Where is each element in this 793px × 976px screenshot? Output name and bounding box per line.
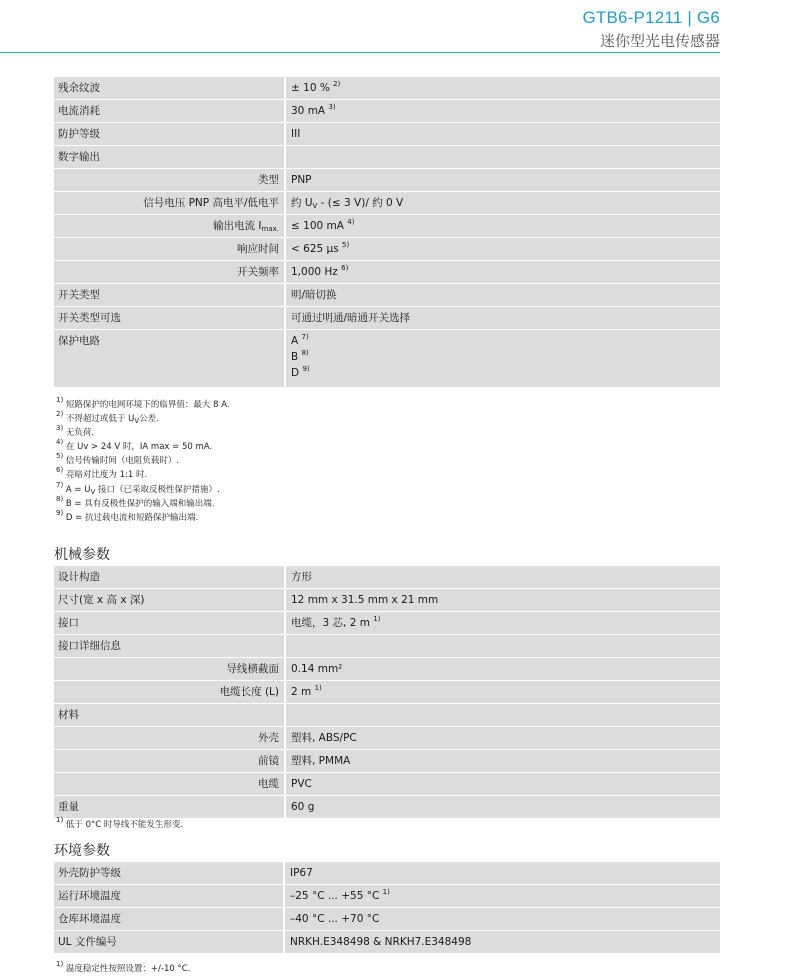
footnote: $^{8)}$ B = 具有反极性保护的输入端和输出端. (56, 494, 215, 509)
spec-value: ± 10 % $^{2)}$ (286, 77, 720, 100)
spec-sublabel: 信号电压 PNP 高电平/低电平 (54, 192, 286, 215)
header-divider (0, 52, 720, 53)
spec-value: –25 °C ... +55 °C $^{1)}$ (285, 885, 720, 908)
section-title-mechanical: 机械参数 (54, 547, 110, 563)
spec-value: PVC (286, 773, 720, 796)
spec-value (286, 635, 720, 658)
spec-value: < 625 µs $^{5)}$ (286, 238, 720, 261)
table-row (54, 77, 720, 100)
spec-label: UL 文件编号 (54, 931, 285, 954)
table-row (54, 192, 720, 215)
spec-value: 60 g (286, 796, 720, 819)
spec-label: 接口 (54, 612, 286, 635)
spec-label: 重量 (54, 796, 286, 819)
spec-label: 开关类型可选 (54, 307, 286, 330)
product-title: GTB6-P1211 | G6 (582, 8, 720, 27)
table-row (54, 773, 720, 796)
spec-label: 运行环境温度 (54, 885, 285, 908)
spec-value: 0.14 mm² (286, 658, 720, 681)
table-row (54, 681, 720, 704)
spec-sublabel: 电缆长度 (L) (54, 681, 286, 704)
spec-sublabel: 开关频率 (54, 261, 286, 284)
spec-value: 2 m $^{1)}$ (286, 681, 720, 704)
spec-label: 开关类型 (54, 284, 286, 307)
spec-value: III (286, 123, 720, 146)
spec-value (286, 704, 720, 727)
section-title-environment: 环境参数 (54, 843, 110, 859)
footnote: $^{9)}$ D = 抗过载电流和短路保护输出端. (56, 508, 199, 523)
footnote: $^{5)}$ 信号传输时间（电阻负载时）. (56, 452, 180, 467)
table-row (54, 100, 720, 123)
footnote: $^{7)}$ $A = U_V$ 接口（已采取反极性保护措施）. (56, 480, 220, 496)
spec-sublabel: 外壳 (54, 727, 286, 750)
table-row (54, 658, 720, 681)
spec-value: PNP (286, 169, 720, 192)
spec-value (286, 146, 720, 169)
spec-label: 材料 (54, 704, 286, 727)
list-item: A $^{7)}$ (291, 333, 309, 347)
table-row (54, 862, 720, 885)
spec-label: 保护电路 (54, 330, 286, 388)
table-row (54, 704, 720, 727)
electrical-spec-table (54, 77, 720, 388)
spec-value: 塑料, ABS/PC (286, 727, 720, 750)
environment-footnote: $^{1)}$ 温度稳定性按照设置：+/-10 °C. (56, 960, 191, 974)
spec-value: 方形 (286, 566, 720, 589)
mechanical-footnote: $^{1)}$ 低于 0°C 时导线不能发生形变. (56, 816, 184, 830)
electrical-footnotes (56, 398, 230, 525)
footnote: $^{3)}$ 无负荷. (56, 424, 95, 439)
table-row (54, 750, 720, 773)
spec-value-list (286, 330, 720, 388)
spec-label: 防护等级 (54, 123, 286, 146)
mechanical-spec-table (54, 566, 720, 819)
spec-value: 可通过明通/暗通开关选择 (286, 307, 720, 330)
table-row (54, 123, 720, 146)
spec-label: 数字输出 (54, 146, 286, 169)
table-row (54, 261, 720, 284)
footnote: $^{2)}$ 不得超过或低于 $U_V$公差. (56, 410, 159, 426)
spec-label: 尺寸(宽 x 高 x 深) (54, 589, 286, 612)
table-row (54, 566, 720, 589)
table-row (54, 215, 720, 238)
table-row (54, 612, 720, 635)
spec-sublabel: 类型 (54, 169, 286, 192)
spec-sublabel: 输出电流 $I_{max.}$ (54, 215, 286, 238)
table-row (54, 330, 720, 388)
footnote: $^{1)}$ 短路保护的电网环境下的临界值：最大 8 A. (56, 396, 230, 410)
spec-value: 电缆，3 芯, 2 m $^{1)}$ (286, 612, 720, 635)
table-row (54, 727, 720, 750)
spec-label: 仓库环境温度 (54, 908, 285, 931)
table-row (54, 238, 720, 261)
table-row (54, 635, 720, 658)
product-subtitle: 迷你型光电传感器 (599, 32, 720, 50)
footnote: $^{4)}$ 在 Uv > 24 V 时，IA max = 50 mA. (56, 438, 213, 453)
spec-value: 约 $U_V$ - (≤ 3 V)/ 约 0 V (286, 192, 720, 215)
spec-value: –40 °C ... +70 °C (285, 908, 720, 931)
spec-sublabel: 电缆 (54, 773, 286, 796)
spec-label: 残余纹波 (54, 77, 286, 100)
spec-label: 外壳防护等级 (54, 862, 285, 885)
spec-value: ≤ 100 mA $^{4)}$ (286, 215, 720, 238)
spec-sublabel: 导线横截面 (54, 658, 286, 681)
spec-value: 1,000 Hz $^{6)}$ (286, 261, 720, 284)
table-row (54, 284, 720, 307)
table-row (54, 589, 720, 612)
table-row (54, 796, 720, 819)
spec-value: 塑料, PMMA (286, 750, 720, 773)
spec-value: 30 mA $^{3)}$ (286, 100, 720, 123)
spec-value: 明/暗切换 (286, 284, 720, 307)
table-row (54, 931, 720, 954)
table-row (54, 908, 720, 931)
list-item: D $^{9)}$ (291, 365, 310, 379)
spec-value: NRKH.E348498 & NRKH7.E348498 (285, 931, 720, 954)
table-row (54, 169, 720, 192)
footnote: $^{6)}$ 亮暗对比度为 1:1 时. (56, 466, 148, 481)
table-row (54, 307, 720, 330)
spec-label: 设计构造 (54, 566, 286, 589)
spec-value: IP67 (285, 862, 720, 885)
spec-label: 电流消耗 (54, 100, 286, 123)
environment-spec-table (54, 862, 720, 954)
spec-value: 12 mm x 31.5 mm x 21 mm (286, 589, 720, 612)
list-item: B $^{8)}$ (291, 349, 309, 363)
spec-label: 接口详细信息 (54, 635, 286, 658)
spec-sublabel: 响应时间 (54, 238, 286, 261)
table-row (54, 885, 720, 908)
table-row (54, 146, 720, 169)
spec-sublabel: 前镜 (54, 750, 286, 773)
